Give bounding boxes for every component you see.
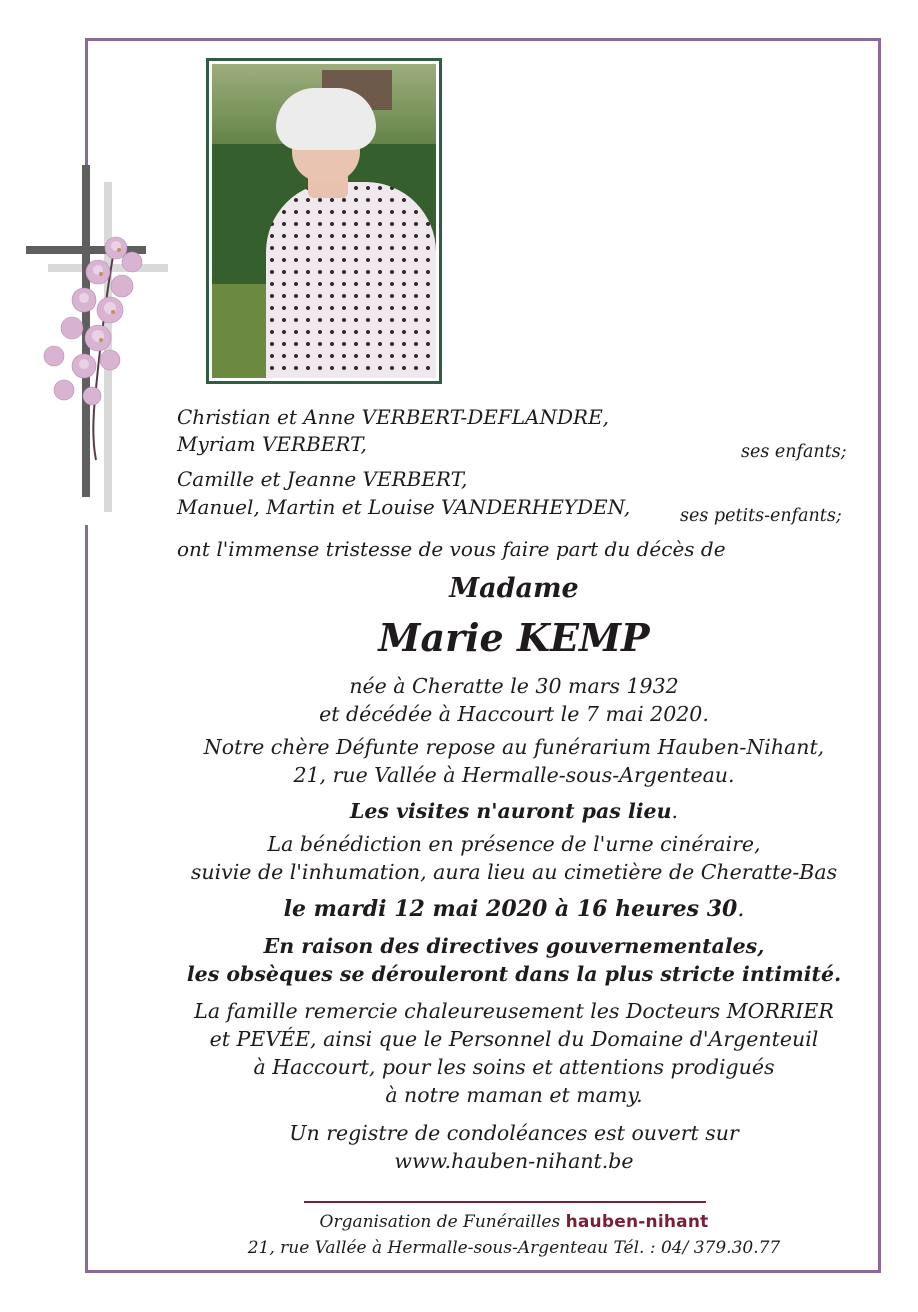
children-label: ses enfants; — [741, 442, 847, 462]
visits-dot: . — [671, 799, 679, 823]
footer-divider — [304, 1201, 706, 1203]
date-dot: . — [737, 897, 745, 922]
thanks-line-1: La famille remercie chaleureusement les Docteurs MORRIER — [194, 999, 834, 1023]
family-line-1: Christian et Anne VERBERT-DEFLANDRE, — [177, 405, 610, 429]
grandchildren-label: ses petits-enfants; — [680, 506, 842, 526]
announcement-text: ont l'immense tristesse de vous faire part du décès de — [177, 537, 726, 561]
date-bold: le mardi 12 mai 2020 à 16 heures 30 — [283, 896, 738, 922]
footer-org-prefix: Organisation de Funérailles — [319, 1212, 561, 1232]
thanks-line-3: à Haccourt, pour les soins et attentions prodigués — [253, 1055, 775, 1079]
visits-bold: Les visites n'auront pas lieu — [349, 799, 672, 823]
covid-line-1: En raison des directives gouvernementales, — [263, 934, 765, 958]
cross-with-orchids-icon — [24, 160, 174, 520]
brand-logo: hauben-nihant — [565, 1212, 709, 1232]
portrait-photo — [206, 58, 442, 384]
family-line-4: Manuel, Martin et Louise VANDERHEYDEN, — [177, 495, 631, 519]
deceased-title: Madame — [449, 573, 579, 604]
thanks-line-4: à notre maman et mamy. — [385, 1083, 643, 1107]
ceremony-date — [180, 896, 848, 922]
rest-line-1: Notre chère Défunte repose au funérarium Hauben-Nihant, — [203, 735, 825, 759]
registry-website: www.hauben-nihant.be — [394, 1149, 634, 1173]
covid-line-2: les obsèques se dérouleront dans la plus stricte intimité. — [186, 962, 842, 986]
birth-info: née à Cheratte le 30 mars 1932 — [349, 674, 679, 698]
rest-line-2: 21, rue Vallée à Hermalle-sous-Argenteau. — [293, 763, 735, 787]
ceremony-line-1: La bénédiction en présence de l'urne cinéraire, — [267, 832, 761, 856]
ceremony-line-2: suivie de l'inhumation, aura lieu au cimetière de Cheratte-Bas — [190, 860, 838, 884]
registry-line-1: Un registre de condoléances est ouvert sur — [289, 1121, 739, 1145]
footer-address: 21, rue Vallée à Hermalle-sous-Argenteau Tél. : 04/ 379.30.77 — [247, 1238, 781, 1258]
deceased-name: Marie KEMP — [378, 615, 650, 660]
footer-organisation — [180, 1212, 848, 1232]
death-info: et décédée à Haccourt le 7 mai 2020. — [319, 702, 709, 726]
family-line-2: Myriam VERBERT, — [177, 432, 367, 456]
visits-note — [180, 799, 848, 823]
thanks-line-2: et PEVÉE, ainsi que le Personnel du Domaine d'Argenteuil — [209, 1027, 819, 1051]
family-line-3: Camille et Jeanne VERBERT, — [177, 467, 468, 491]
